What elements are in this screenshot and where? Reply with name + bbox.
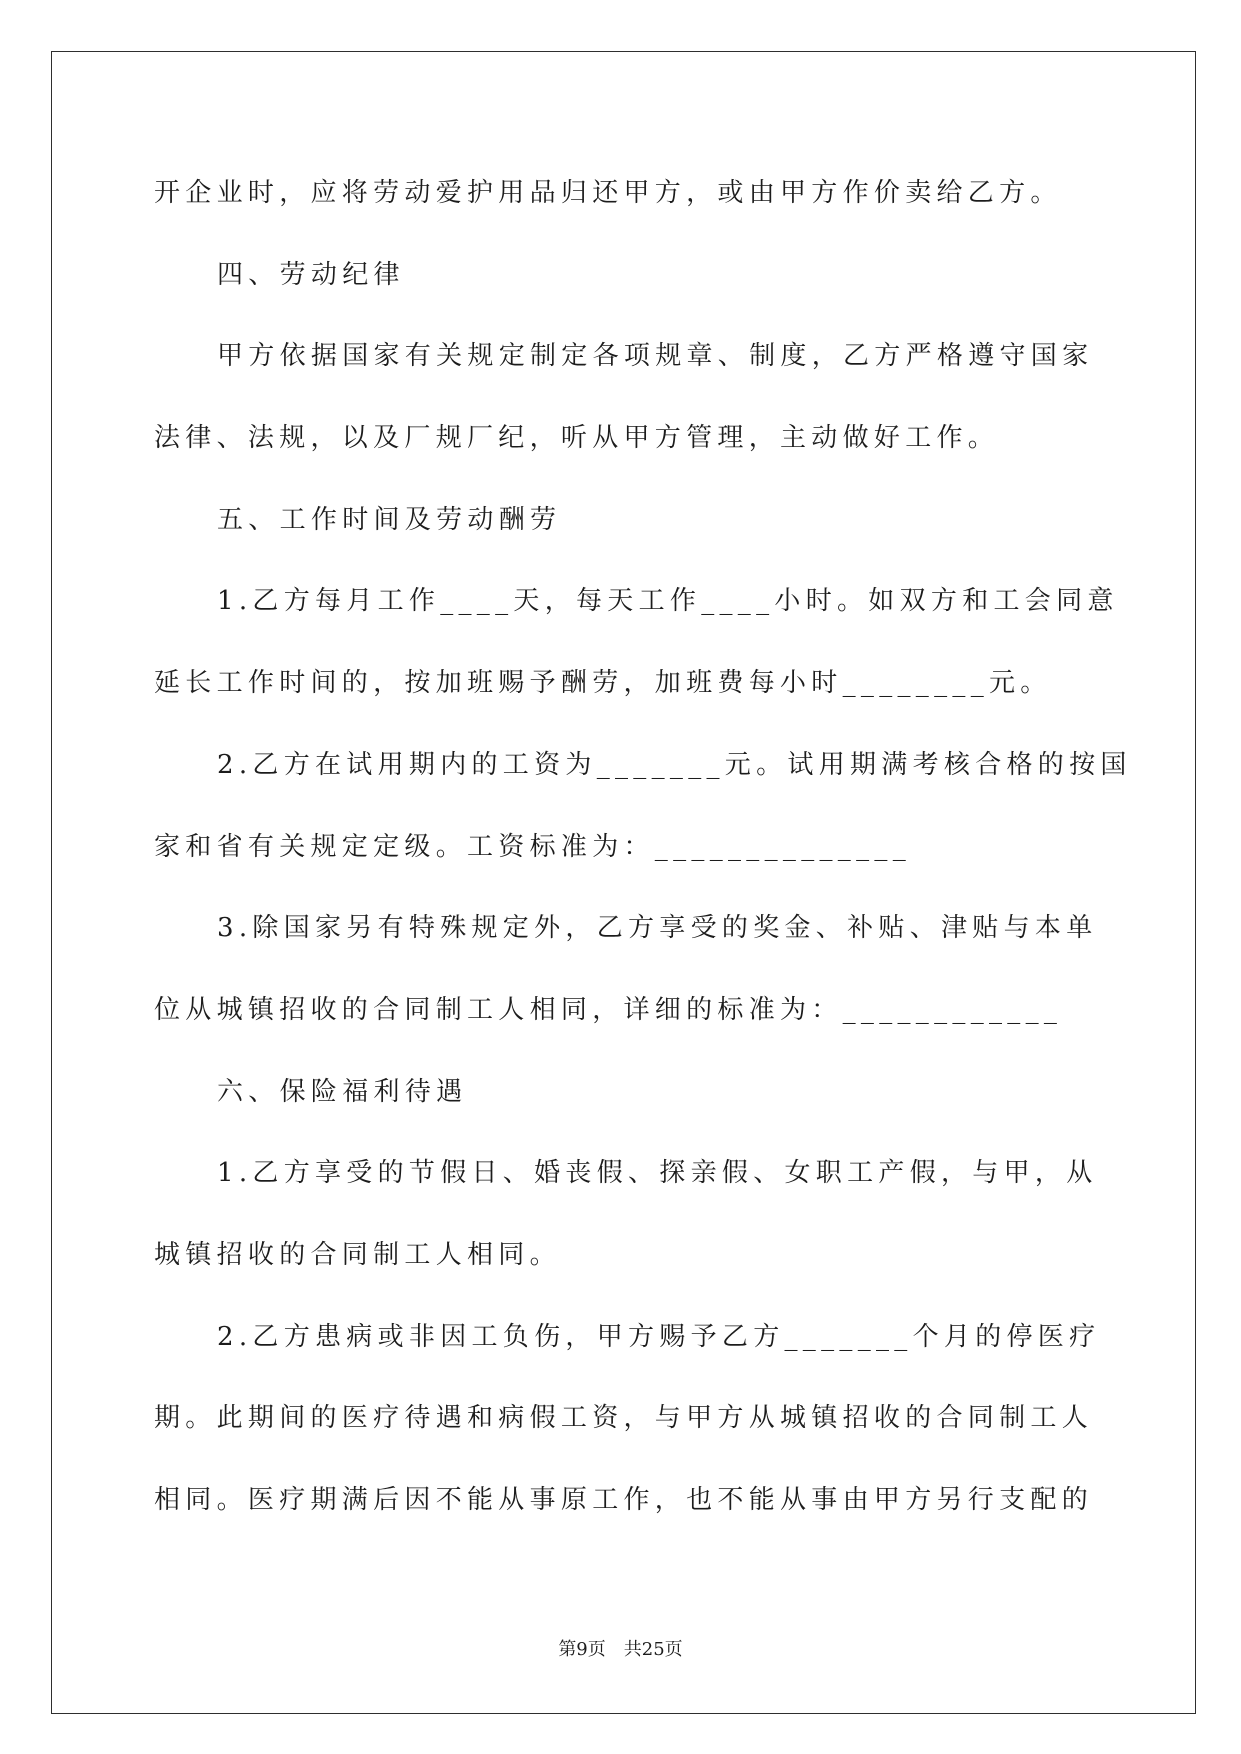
clause-item-3 xyxy=(154,888,1114,1051)
text-line: 位从城镇招收的合同制工人相同，详细的标准为：____________ xyxy=(154,994,1063,1025)
paragraph-discipline xyxy=(154,316,1114,479)
text-line: 开企业时，应将劳动爱护用品归还甲方，或由甲方作价卖给乙方。 xyxy=(154,178,1062,208)
section-heading-labor-discipline xyxy=(154,235,1114,317)
heading-text: 五、工作时间及劳动酬劳 xyxy=(217,504,562,535)
page-number-total: 共25页 xyxy=(623,1639,683,1660)
document-body xyxy=(154,153,1132,1542)
section-heading-working-hours xyxy=(154,480,1114,562)
text-line: 期。此期间的医疗待遇和病假工资，与甲方从城镇招收的合同制工人 xyxy=(154,1403,1094,1434)
text-line: 城镇招收的合同制工人相同。 xyxy=(154,1239,561,1270)
benefit-item-2 xyxy=(154,1297,1114,1542)
text-line: 相同。医疗期满后因不能从事原工作，也不能从事由甲方另行支配的 xyxy=(154,1485,1094,1515)
heading-text: 四、劳动纪律 xyxy=(217,259,405,290)
text-line: 法律、法规，以及厂规厂纪，听从甲方管理，主动做好工作。 xyxy=(154,423,1000,454)
page-number-current: 第9页 xyxy=(558,1639,606,1660)
section-heading-insurance-benefits xyxy=(154,1052,1114,1134)
clause-item-2 xyxy=(154,725,1132,888)
benefit-item-1 xyxy=(154,1133,1114,1296)
paragraph-continuation xyxy=(154,153,1114,235)
heading-text: 六、保险福利待遇 xyxy=(217,1076,468,1107)
text-line: 1.乙方每月工作____天，每天工作____小时。如双方和工会同意 xyxy=(217,586,1119,617)
text-line: 甲方依据国家有关规定制定各项规章、制度，乙方严格遵守国家 xyxy=(217,341,1094,372)
clause-item-1 xyxy=(154,561,1119,724)
text-line: 1.乙方享受的节假日、婚丧假、探亲假、女职工产假，与甲，从 xyxy=(217,1158,1098,1189)
text-line: 家和省有关规定定级。工资标准为：______________ xyxy=(154,831,912,862)
page-footer xyxy=(0,1637,1241,1663)
text-line: 2.乙方在试用期内的工资为_______元。试用期满考核合格的按国 xyxy=(217,749,1132,780)
text-line: 3.除国家另有特殊规定外，乙方享受的奖金、补贴、津贴与本单 xyxy=(217,913,1098,944)
text-line: 延长工作时间的，按加班赐予酬劳，加班费每小时________元。 xyxy=(154,668,1052,699)
text-line: 2.乙方患病或非因工负伤，甲方赐予乙方_______个月的停医疗 xyxy=(217,1321,1101,1352)
